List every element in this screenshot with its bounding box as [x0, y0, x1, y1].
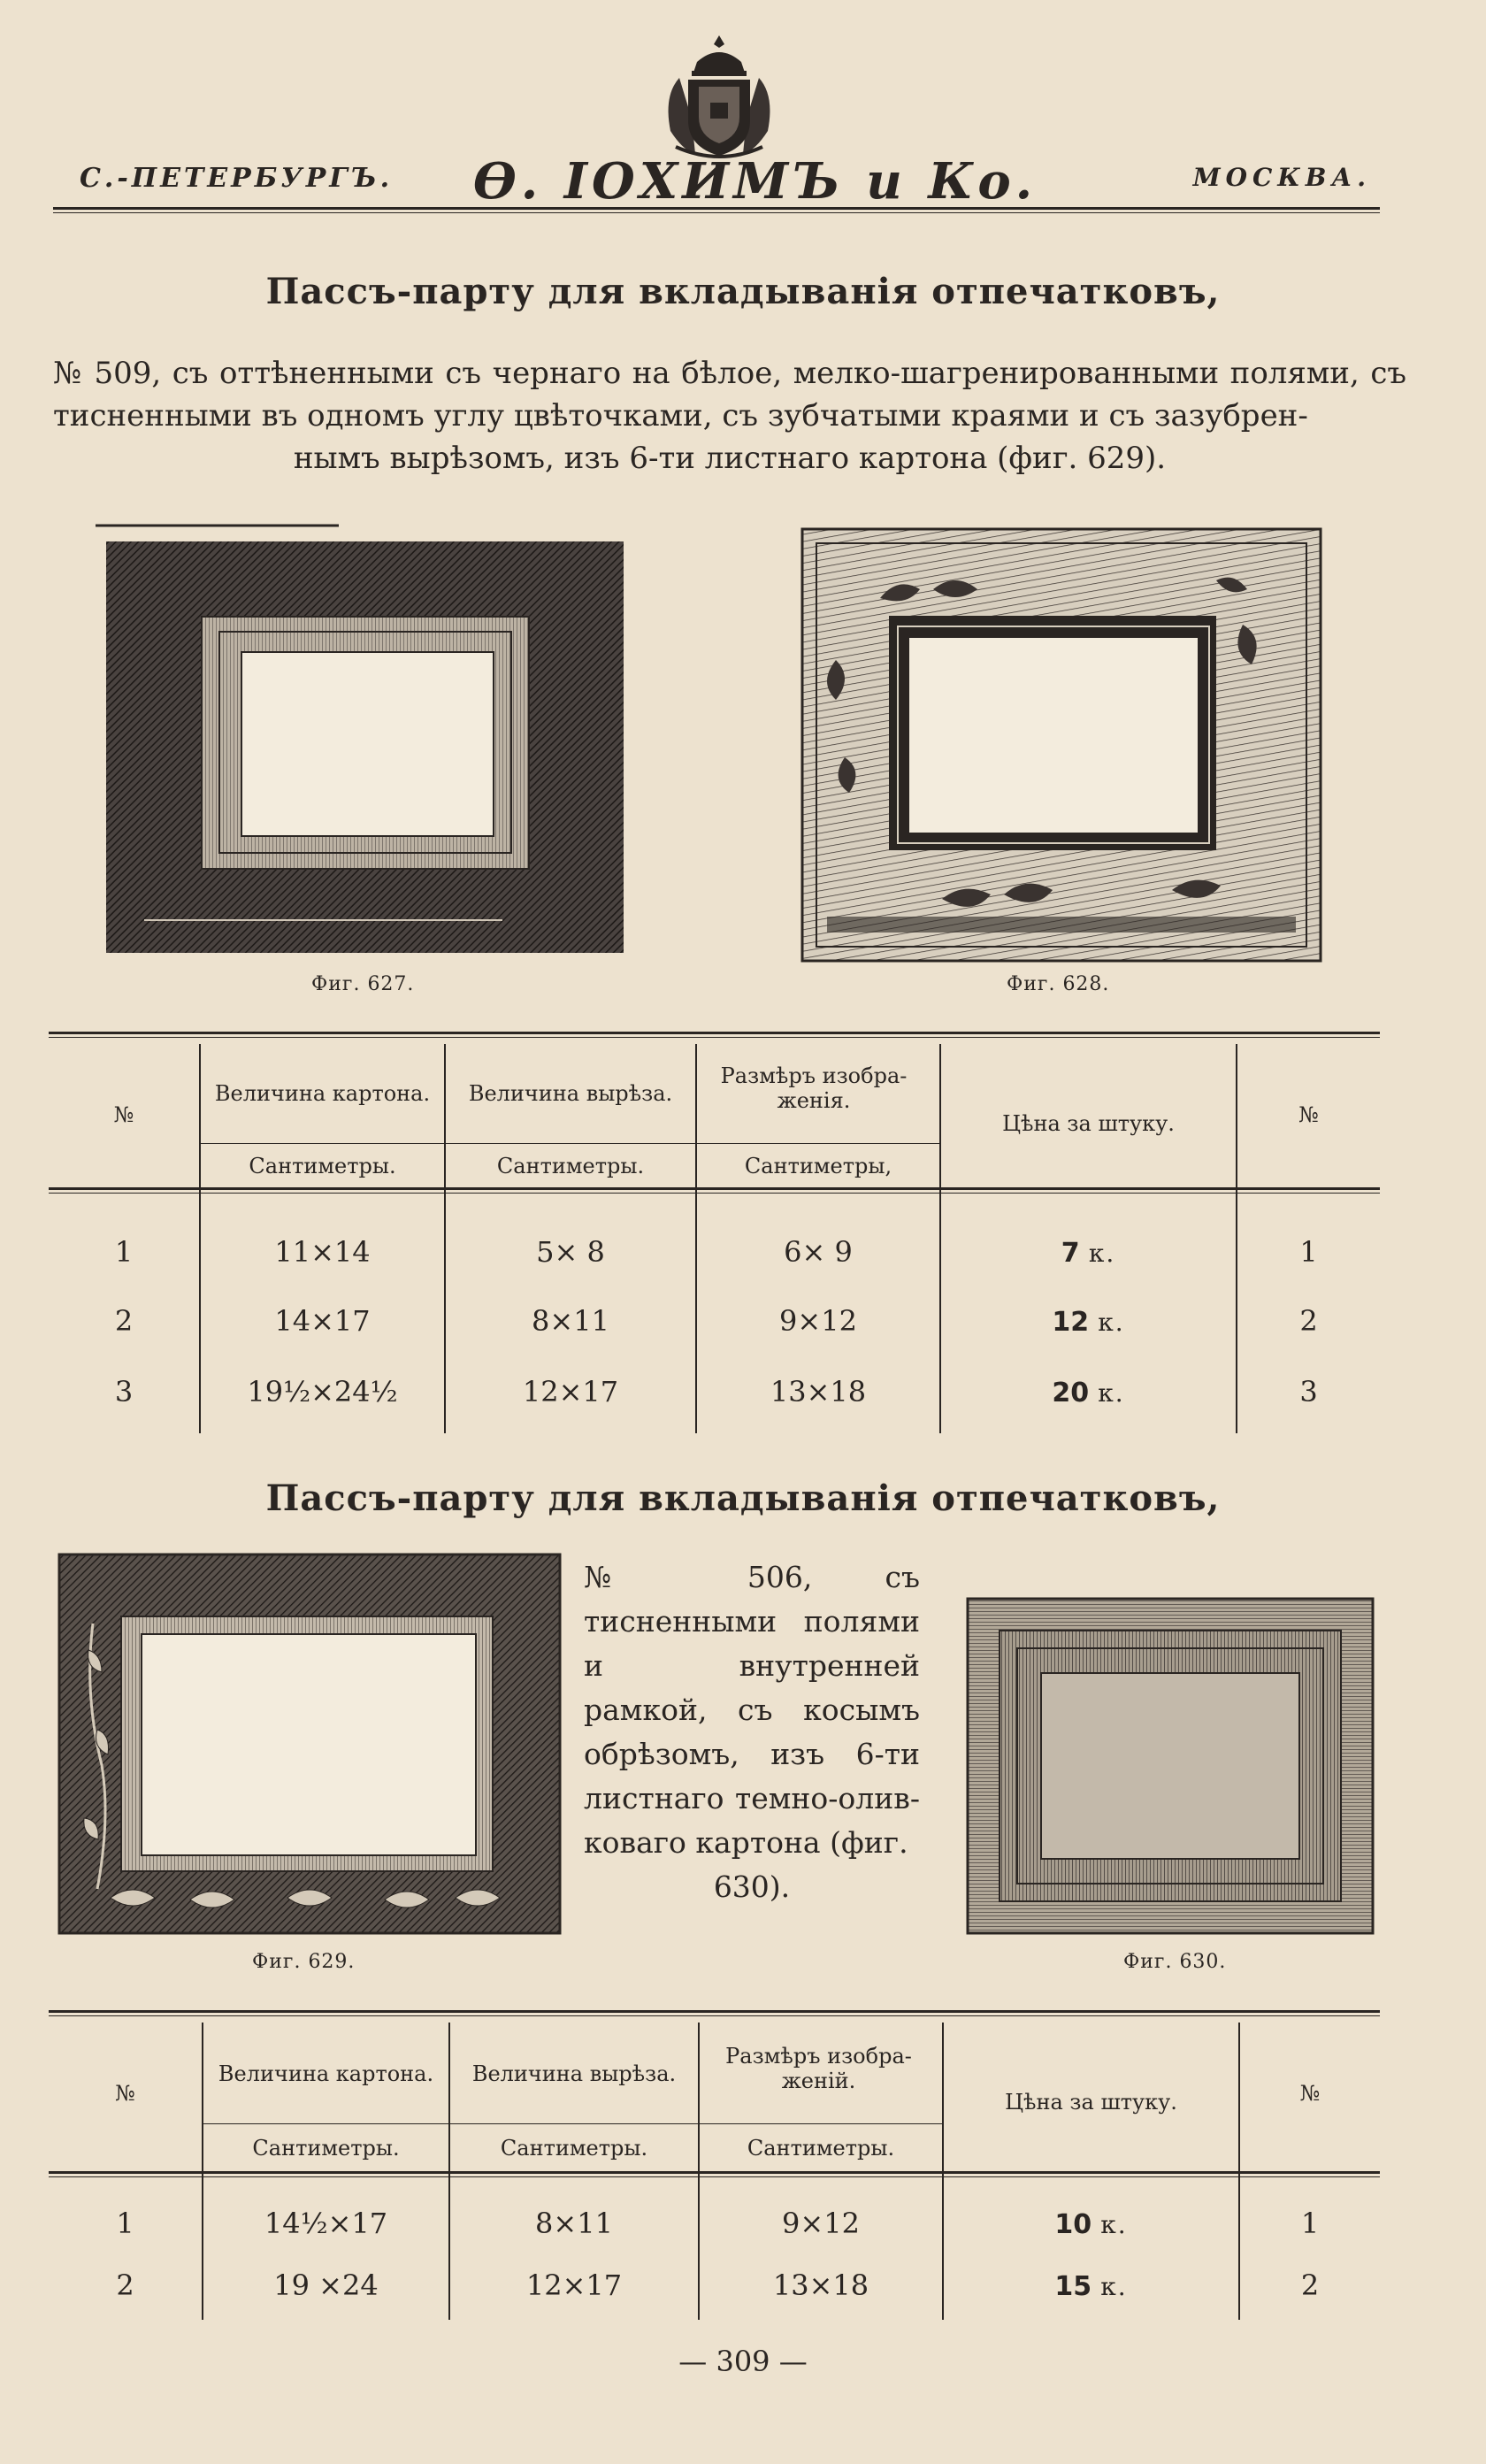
table2-header-card: Величина картона. — [218, 2061, 434, 2086]
price — [944, 2268, 1238, 2302]
price-value: 7 — [1061, 1238, 1080, 1269]
table1-header-num-right: № — [1298, 1102, 1319, 1127]
row-num: 1 — [116, 2207, 134, 2240]
cutout-size: 5⨯ 8 — [536, 1235, 605, 1269]
card-size: 14½⨯17 — [264, 2207, 388, 2240]
table1-unit-cutout: Сантиметры. — [496, 1154, 645, 1178]
section2-desc-last: 630). — [713, 1869, 791, 1904]
price-value: 20 — [1052, 1378, 1090, 1409]
figure-630-frame — [966, 1597, 1375, 1935]
table2-header-num-right: № — [1299, 2081, 1321, 2106]
row-num: 3 — [114, 1375, 134, 1409]
image-size: 13⨯18 — [770, 1375, 867, 1409]
card-size: 19 ⨯24 — [273, 2268, 379, 2302]
city-moscow: МОСКВА. — [1192, 163, 1371, 192]
table2-unit-image: Сантиметры. — [747, 2136, 895, 2161]
figure-628-frame — [800, 527, 1322, 963]
figure-627-caption: Фиг. 627. — [311, 973, 415, 995]
price-unit: к. — [1100, 2210, 1128, 2239]
table2-subheader-rule — [203, 2123, 942, 2124]
cutout-size: 12⨯17 — [525, 2268, 623, 2302]
section1-desc-last: нымъ вырѣзомъ, изъ 6-ти листнаго картона (фиг. 629). — [293, 441, 1167, 476]
price — [941, 1235, 1236, 1269]
card-size: 14⨯17 — [274, 1304, 371, 1338]
cutout-size: 8⨯11 — [532, 1304, 609, 1338]
table2-header-rule — [49, 2171, 1380, 2177]
image-size: 13⨯18 — [772, 2268, 869, 2302]
image-size: 9⨯12 — [782, 2207, 860, 2240]
price-unit: к. — [1088, 1239, 1116, 1268]
table2-unit-card: Сантиметры. — [252, 2136, 400, 2161]
row-num: 2 — [116, 2268, 134, 2302]
table1-header-card: Величина картона. — [214, 1081, 431, 1106]
table1-unit-image: Сантиметры, — [744, 1154, 892, 1178]
section2-title: Пассъ-парту для вкладыванія отпечатковъ, — [265, 1478, 1221, 1519]
table2-header-image: Размѣръ изобра- женій. — [725, 2044, 912, 2093]
figure-627-frame — [96, 524, 626, 957]
section1-desc-main: № 509, съ оттѣненными съ чернаго на бѣлое, мелко-шагренированными полями, съ тисненными въ одномъ углу цвѣточками, съ зубчатыми краями и съ зазубрен- — [53, 356, 1406, 434]
table2-header-cutout: Величина вырѣза. — [471, 2061, 677, 2086]
table2-top-rule — [49, 2010, 1380, 2016]
price-value: 12 — [1052, 1307, 1090, 1338]
price — [941, 1375, 1236, 1409]
cutout-size: 12⨯17 — [522, 1375, 619, 1409]
price-value: 10 — [1054, 2209, 1092, 2240]
price-table-2 — [49, 2010, 1380, 2324]
section1-title: Пассъ-парту для вкладыванія отпечатковъ, — [265, 271, 1221, 312]
section1-description — [53, 352, 1406, 480]
price-unit: к. — [1098, 1378, 1125, 1408]
table1-header-image: Размѣръ изобра- женія. — [720, 1063, 908, 1113]
card-size: 19½⨯24½ — [247, 1375, 398, 1409]
table2-unit-cutout: Сантиметры. — [500, 2136, 648, 2161]
coat-of-arms-icon — [662, 32, 777, 163]
page-number: — 309 — — [678, 2345, 808, 2378]
price — [944, 2207, 1238, 2240]
section2-desc-main: № 506, съ тисненными полями и внутренней рамкой, съ косымъ обрѣзомъ, изъ 6-ти листнаго темно-олив-коваго картона (фиг. — [584, 1560, 920, 1860]
image-size: 9⨯12 — [779, 1304, 857, 1338]
row-num-right: 1 — [1300, 2207, 1320, 2240]
section2-description — [584, 1555, 920, 1909]
row-num-right: 2 — [1300, 2268, 1320, 2302]
row-num-right: 2 — [1299, 1304, 1318, 1338]
table2-header-num-left: № — [115, 2081, 135, 2106]
figure-629-caption: Фиг. 629. — [252, 1951, 356, 1973]
row-num: 1 — [114, 1235, 134, 1269]
table1-top-rule — [49, 1032, 1380, 1038]
card-size: 11⨯14 — [274, 1235, 371, 1269]
price — [941, 1304, 1236, 1338]
price-unit: к. — [1100, 2272, 1128, 2301]
header-rule — [53, 207, 1380, 213]
price-table-1 — [49, 1032, 1380, 1439]
figure-628-caption: Фиг. 628. — [1007, 973, 1110, 995]
image-size: 6⨯ 9 — [784, 1235, 853, 1269]
table1-subheader-rule — [201, 1143, 939, 1144]
table1-header-num-left: № — [113, 1102, 134, 1127]
table1-unit-card: Сантиметры. — [249, 1154, 396, 1178]
cutout-size: 8⨯11 — [535, 2207, 613, 2240]
price-value: 15 — [1054, 2271, 1092, 2302]
firm-name: Ѳ. ІОХИМЪ и Ко. — [473, 152, 1038, 211]
price-unit: к. — [1098, 1308, 1125, 1337]
city-st-petersburg: С.-ПЕТЕРБУРГЪ. — [80, 163, 394, 194]
table1-header-price: Цѣна за штуку. — [1002, 1111, 1175, 1136]
table1-header-rule — [49, 1187, 1380, 1194]
table1-header-cutout: Величина вырѣза. — [468, 1081, 673, 1106]
figure-630-caption: Фиг. 630. — [1123, 1951, 1227, 1973]
row-num-right: 3 — [1299, 1375, 1318, 1409]
letterhead — [80, 152, 1380, 211]
table2-header-price: Цѣна за штуку. — [1005, 2090, 1177, 2115]
figure-629-frame — [57, 1553, 562, 1935]
row-num-right: 1 — [1299, 1235, 1318, 1269]
row-num: 2 — [114, 1304, 134, 1338]
